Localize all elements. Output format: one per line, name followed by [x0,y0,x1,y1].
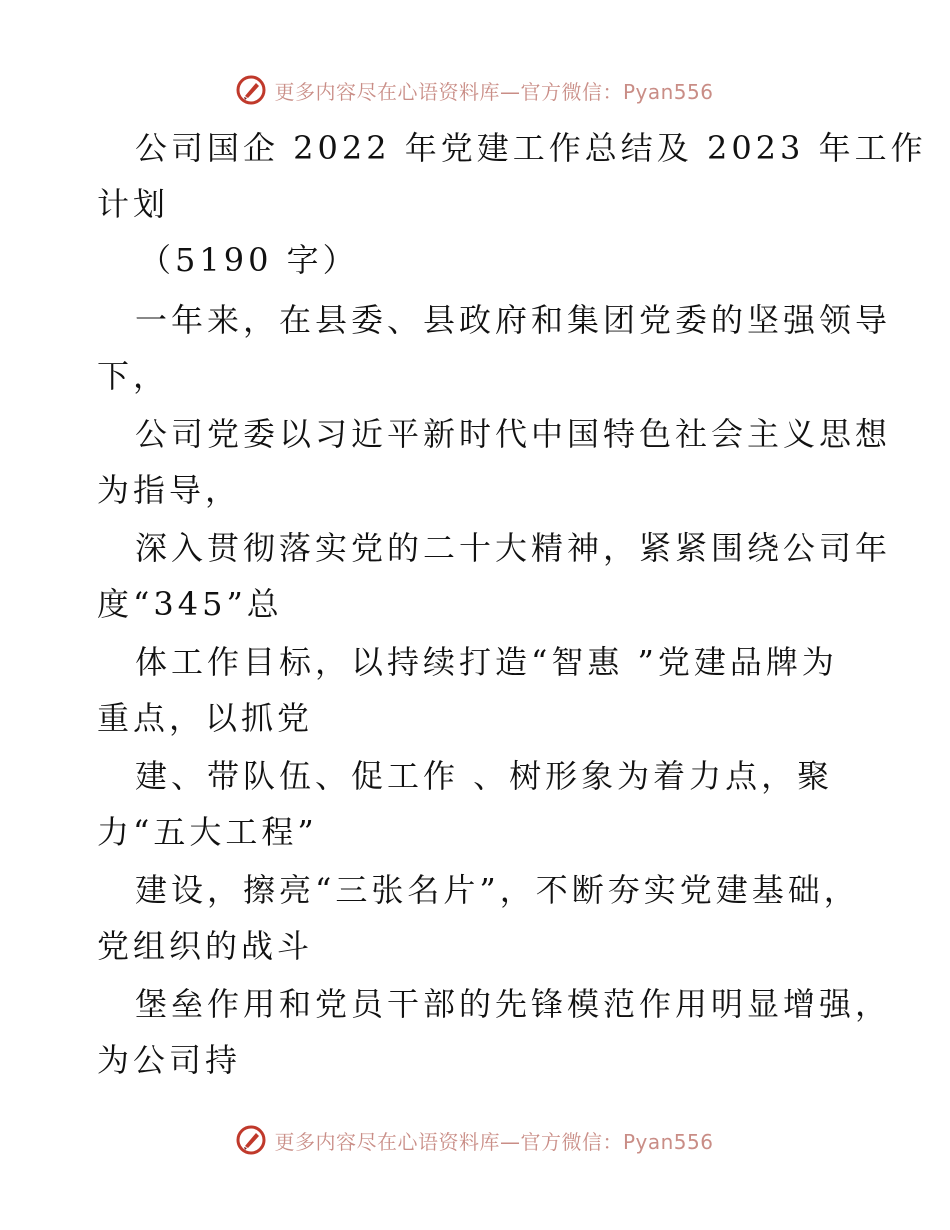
doc-paragraph-line: 为指导， [97,471,242,509]
header-watermark [0,70,950,110]
doc-paragraph-line: 堡垒作用和党员干部的先锋模范作用明显增强， [135,985,892,1023]
watermark-logo-icon [236,1125,266,1155]
doc-paragraph-line: 党组织的战斗 [97,927,314,965]
footer-watermark [0,1120,950,1160]
watermark-logo-icon [236,75,266,105]
doc-paragraph-line: 度“345”总 [97,585,283,623]
doc-paragraph-line: 公司党委以习近平新时代中国特色社会主义思想 [135,415,892,453]
doc-word-count: （5190 字） [139,241,359,279]
doc-paragraph-line: 建、带队伍、促工作 、树形象为着力点，聚 [135,757,834,795]
doc-paragraph-line: 下， [97,357,170,395]
watermark-text: 更多内容尽在心语资料库—官方微信：Pyan556 [274,1129,714,1154]
doc-paragraph-line: 为公司持 [97,1041,242,1079]
doc-paragraph-line: 力“五大工程” [97,813,318,851]
doc-paragraph-line: 重点，以抓党 [97,699,314,737]
doc-paragraph-line: 建设，擦亮“三张名片”，不断夯实党建基础， [135,871,860,909]
doc-title-line-1: 公司国企 2022 年党建工作总结及 2023 年工作 [135,129,927,167]
watermark-text: 更多内容尽在心语资料库—官方微信：Pyan556 [274,79,714,104]
doc-paragraph-line: 深入贯彻落实党的二十大精神，紧紧围绕公司年 [135,529,892,567]
doc-paragraph-line: 体工作目标，以持续打造“智惠 ”党建品牌为 [135,643,838,681]
doc-paragraph-line: 一年来，在县委、县政府和集团党委的坚强领导 [135,301,892,339]
doc-title-line-2: 计划 [97,185,170,223]
